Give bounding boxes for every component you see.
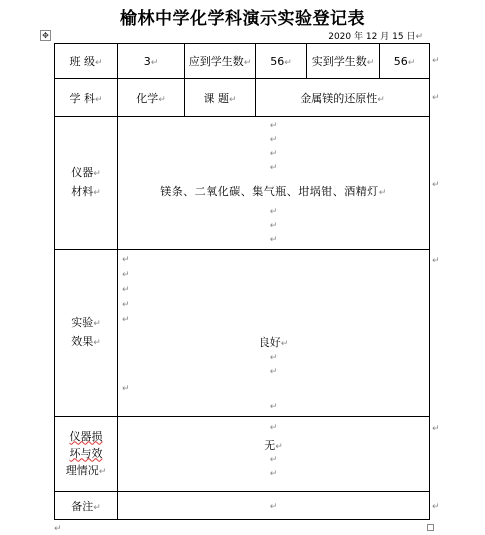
materials-empty-lines-bottom xyxy=(118,205,429,247)
expected-students-value: 56 xyxy=(270,54,285,68)
materials-label-text2: 材料 xyxy=(71,185,94,198)
subject-value-cell[interactable] xyxy=(118,79,185,117)
notes-label: 备注 xyxy=(71,499,94,513)
effect-row xyxy=(55,250,430,417)
effect-left-empty-lines xyxy=(122,253,130,328)
paragraph-mark: ↵ xyxy=(94,94,103,105)
paragraph-mark: ↵ xyxy=(158,94,166,105)
paragraph-mark: ↵ xyxy=(269,402,278,412)
damage-top-mark xyxy=(118,421,429,435)
paragraph-mark: ↵ xyxy=(122,255,130,265)
materials-label-text1: 仪器 xyxy=(71,166,94,179)
expected-students-value-cell[interactable] xyxy=(256,44,307,79)
date-year: 2020 xyxy=(328,32,352,42)
date-line xyxy=(328,29,423,42)
paragraph-mark: ↵ xyxy=(122,300,130,310)
damage-row xyxy=(55,417,430,492)
effect-label-line2 xyxy=(55,333,117,352)
topic-label: 课 题 xyxy=(203,91,229,105)
paragraph-mark: ↵ xyxy=(269,221,278,231)
paragraph-mark: ↵ xyxy=(280,339,289,349)
row-end-mark: ↵ xyxy=(432,180,440,190)
paragraph-mark: ↵ xyxy=(377,94,385,105)
paragraph-mark: ↵ xyxy=(93,338,101,348)
paragraph-mark: ↵ xyxy=(94,58,103,68)
damage-value-line xyxy=(118,437,429,453)
effect-value: 良好 xyxy=(258,336,281,349)
table-resize-handle-icon[interactable] xyxy=(427,524,434,531)
paragraph-mark: ↵ xyxy=(269,423,278,433)
damage-label-text3: 理情况 xyxy=(65,463,99,477)
materials-label-line1 xyxy=(55,164,117,183)
materials-label-line2 xyxy=(55,183,117,202)
date-year-unit: 年 xyxy=(354,32,364,42)
actual-students-label-cell xyxy=(307,44,380,79)
effect-left-mark: ↵ xyxy=(122,384,130,394)
class-value: 3 xyxy=(143,54,151,68)
paragraph-mark: ↵ xyxy=(243,58,252,68)
damage-value-cell[interactable] xyxy=(118,417,430,492)
paragraph-mark: ↵ xyxy=(269,235,278,245)
effect-bottom-mark xyxy=(118,400,429,414)
damage-label-cell xyxy=(55,417,118,492)
paragraph-mark: ↵ xyxy=(269,455,278,465)
class-value-cell[interactable] xyxy=(118,44,185,79)
paragraph-mark: ↵ xyxy=(93,502,101,513)
effect-label-line1 xyxy=(55,314,117,333)
effect-value-cell[interactable] xyxy=(118,250,430,417)
notes-row xyxy=(55,492,430,520)
damage-bottom-marks xyxy=(118,453,429,481)
row-end-mark: ↵ xyxy=(432,93,440,103)
actual-students-value: 56 xyxy=(393,54,408,68)
paragraph-mark: ↵ xyxy=(269,367,278,377)
damage-label-text1: 仪器损 xyxy=(69,429,103,443)
notes-label-cell xyxy=(55,492,118,520)
paragraph-mark: ↵ xyxy=(93,188,101,198)
paragraph-mark: ↵ xyxy=(415,32,423,42)
paragraph-mark: ↵ xyxy=(407,57,416,68)
paragraph-mark: ↵ xyxy=(122,285,130,295)
subject-row xyxy=(55,79,430,117)
paragraph-mark: ↵ xyxy=(269,353,278,363)
paragraph-mark: ↵ xyxy=(275,442,283,452)
expected-students-label: 应到学生数 xyxy=(188,55,244,68)
paragraph-mark: ↵ xyxy=(366,58,375,68)
paragraph-mark: ↵ xyxy=(122,270,130,280)
subject-label: 学 科 xyxy=(69,91,95,105)
effect-center-empty-lines xyxy=(118,351,429,379)
table-move-handle-icon[interactable]: ✥ xyxy=(40,30,51,41)
materials-label-cell xyxy=(55,117,118,250)
materials-value-line xyxy=(118,183,429,199)
subject-value: 化学 xyxy=(136,91,159,105)
effect-label-cell xyxy=(55,250,118,417)
class-label-cell xyxy=(55,44,118,79)
row-end-mark: ↵ xyxy=(432,256,440,266)
materials-value-cell[interactable] xyxy=(118,117,430,250)
paragraph-mark: ↵ xyxy=(93,319,101,329)
materials-value: 镁条、二氧化碳、集气瓶、坩埚钳、酒精灯 xyxy=(160,185,379,198)
document-title: 榆林中学化学科演示实验登记表 xyxy=(120,9,365,29)
register-table xyxy=(54,43,430,520)
paragraph-mark: ↵ xyxy=(98,466,107,477)
paragraph-mark: ↵ xyxy=(269,469,278,479)
effect-label-text2: 效果 xyxy=(71,335,94,348)
paragraph-mark: ↵ xyxy=(378,188,387,198)
paragraph-mark: ↵ xyxy=(269,121,278,131)
row-end-mark: ↵ xyxy=(432,502,440,512)
actual-students-label: 实到学生数 xyxy=(311,55,367,68)
materials-row xyxy=(55,117,430,250)
topic-value-cell[interactable] xyxy=(256,79,430,117)
expected-students-label-cell xyxy=(185,44,256,79)
actual-students-value-cell[interactable] xyxy=(380,44,430,79)
topic-label-cell xyxy=(185,79,256,117)
paragraph-mark: ↵ xyxy=(93,169,101,179)
paragraph-mark: ↵ xyxy=(269,135,278,145)
effect-value-line xyxy=(118,334,429,350)
row-end-mark: ↵ xyxy=(432,424,440,434)
paragraph-mark: ↵ xyxy=(269,163,278,173)
class-row xyxy=(55,44,430,79)
paragraph-mark: ↵ xyxy=(269,502,278,512)
paragraph-mark: ↵ xyxy=(228,94,237,105)
date-day: 15 xyxy=(392,32,404,42)
date-month: 12 xyxy=(365,32,378,42)
date-day-unit: 日 xyxy=(406,32,416,42)
trailing-paragraph-mark: ↵ xyxy=(54,524,62,534)
paragraph-mark: ↵ xyxy=(122,315,130,325)
damage-label-line2 xyxy=(55,445,117,462)
paragraph-mark: ↵ xyxy=(269,207,278,217)
damage-value: 无 xyxy=(264,439,276,452)
effect-label-text1: 实验 xyxy=(71,316,94,329)
paragraph-mark: ↵ xyxy=(269,149,278,159)
materials-empty-lines-top xyxy=(118,119,429,175)
subject-label-cell xyxy=(55,79,118,117)
paragraph-mark: ↵ xyxy=(150,57,159,68)
damage-label-text2: 坏与效 xyxy=(69,446,103,460)
topic-value: 金属镁的还原性 xyxy=(300,91,378,105)
date-month-unit: 月 xyxy=(380,32,390,42)
class-label: 班 级 xyxy=(69,55,95,68)
damage-label-line1 xyxy=(55,428,117,445)
notes-value-cell[interactable] xyxy=(118,492,430,520)
row-end-mark: ↵ xyxy=(432,56,440,66)
paragraph-mark: ↵ xyxy=(284,57,292,68)
damage-label-line3 xyxy=(55,462,117,481)
